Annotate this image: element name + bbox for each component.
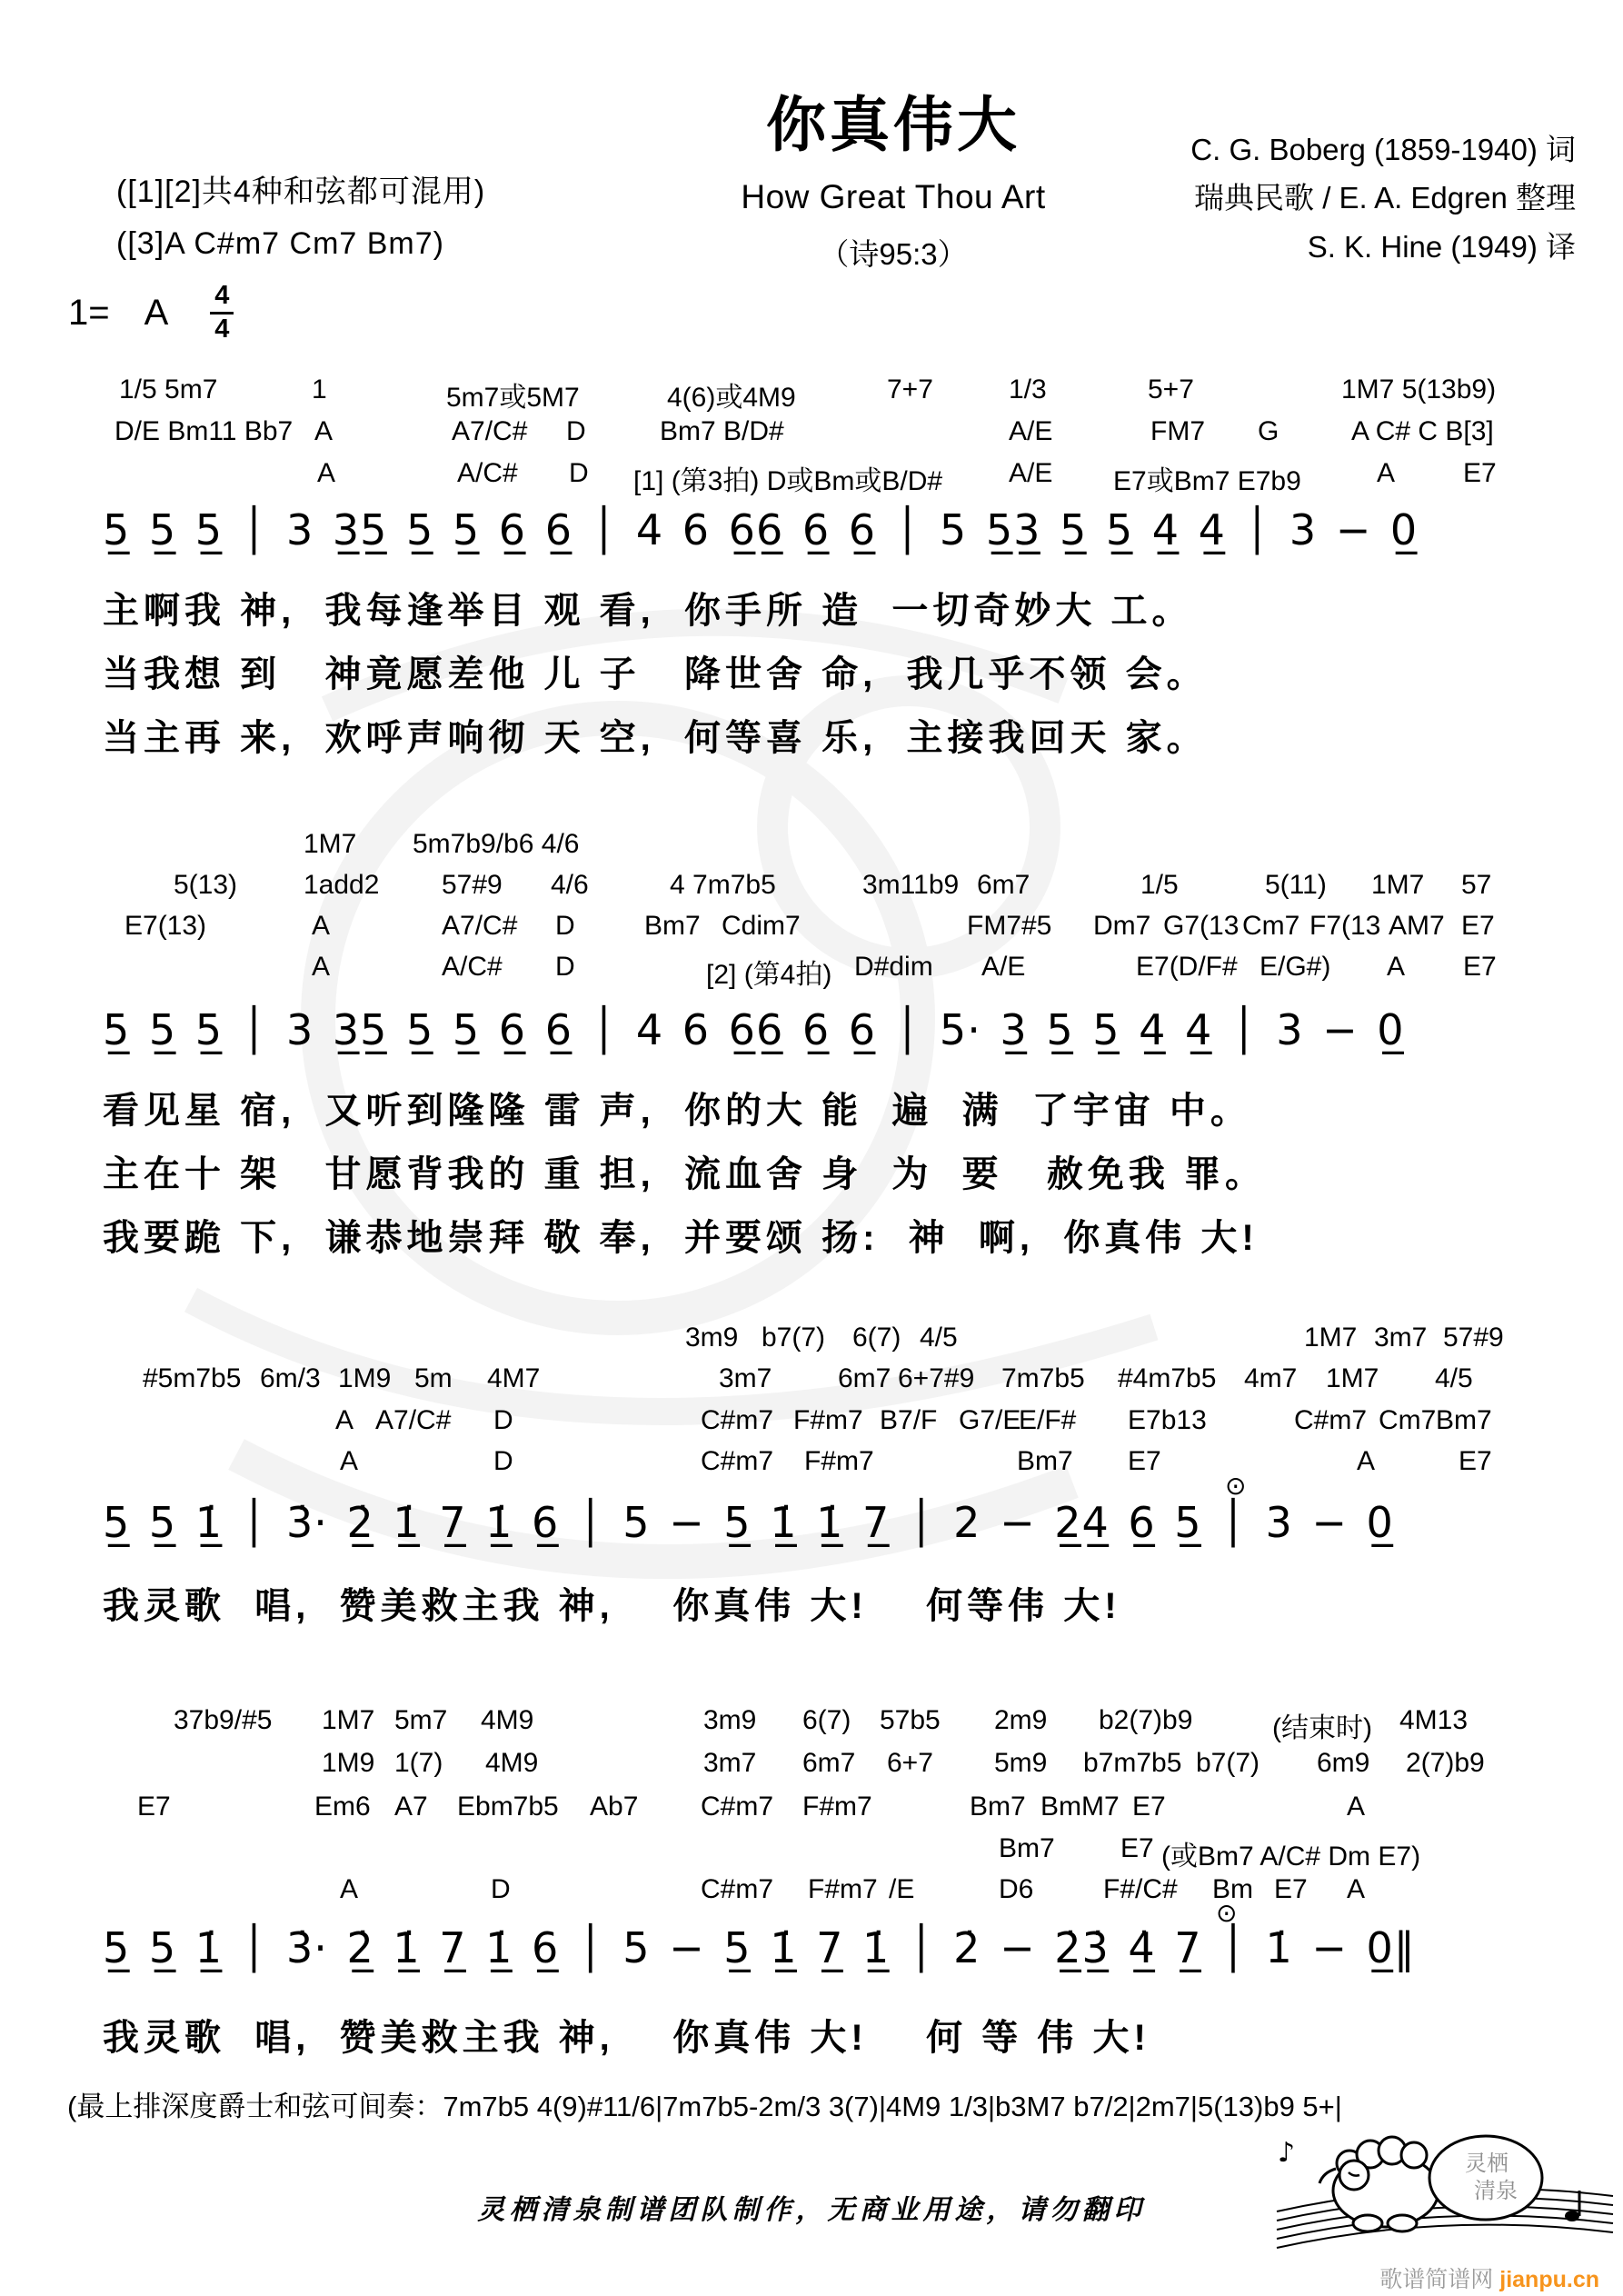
chord-symbol: AM7 <box>1389 911 1445 941</box>
chord-symbol: A <box>1387 952 1406 982</box>
chord-symbol: 4M9 <box>481 1705 534 1735</box>
chord-symbol: 1M7 <box>304 829 357 859</box>
chord-symbol: F#m7 <box>802 1792 872 1822</box>
chord-symbol: D <box>493 1405 513 1435</box>
chord-symbol: b7(7) <box>762 1323 826 1353</box>
chord-symbol: Cm7 <box>1242 911 1300 941</box>
system3-chordline-jazz <box>0 1363 1623 1400</box>
jazz-interlude-note: (最上排深度爵士和弦可间奏：7m7b5 4(9)#11/6|7m7b5-2m/3 3(7)|4M9 1/3|b3M7 b7/2|2m7|5(13)b9 5+| <box>67 2091 1342 2122</box>
chord-symbol: 2(7)b9 <box>1406 1748 1485 1778</box>
chord-symbol: D <box>491 1874 511 1904</box>
system4-chordline-jazz <box>0 1748 1623 1784</box>
song-subtitle: How Great Thou Art <box>741 178 1046 215</box>
publisher-logo <box>1272 2125 1618 2266</box>
chord-symbol: 5(11) <box>1265 870 1327 900</box>
credit-line-arranger: 瑞典民歌 / E. A. Edgren 整理 <box>1194 181 1576 215</box>
chord-symbol: 4/5 <box>920 1323 958 1353</box>
chord-symbol: E7 <box>1132 1792 1166 1822</box>
chord-symbol: A <box>1357 1446 1376 1476</box>
chord-symbol: 6+7#9 <box>898 1363 975 1393</box>
chord-symbol: 1M7 <box>1326 1363 1379 1393</box>
chord-symbol: 5m9 <box>994 1748 1048 1778</box>
chord-symbol: E7(D/F# <box>1136 952 1238 982</box>
song-title: 你真伟大 <box>766 91 1021 158</box>
system1-lyric-verse2: 当我想 到 神竟愿差他 儿 子 降世舍 命, 我几乎不领 会。 <box>103 654 1208 694</box>
chord-symbol: F#m7 <box>804 1446 874 1476</box>
staff-note-icon <box>1565 2191 1579 2221</box>
chord-symbol: D <box>555 911 575 941</box>
chord-symbol: A/E <box>981 952 1026 982</box>
system1-lyric-verse3: 当主再 来, 欢呼声响彻 天 空, 何等喜 乐, 主接我回天 家。 <box>103 718 1208 758</box>
chord-symbol: C#m7 <box>1294 1405 1368 1435</box>
chord-symbol: 6m7 <box>802 1748 856 1778</box>
chord-symbol: 1M7 <box>322 1705 375 1735</box>
system3-chordline-jazz-upper <box>0 1323 1623 1359</box>
chord-symbol: C#m7 <box>701 1446 774 1476</box>
scripture-reference: （诗95:3） <box>819 237 968 271</box>
chord-symbol: A <box>340 1446 359 1476</box>
chord-symbol: F#m7 <box>808 1874 878 1904</box>
chord-hint-1: ([1][2]共4种和弦都可混用) <box>116 175 486 209</box>
chord-symbol: FM7#5 <box>967 911 1052 941</box>
chord-symbol: 57 <box>1461 870 1492 900</box>
key-label: 1= <box>68 292 110 333</box>
chord-symbol: 3m9 <box>703 1705 757 1735</box>
system1-lyric-verse1: 主啊我 神, 我每逢举目 观 看, 你手所 造 一切奇妙大 工。 <box>103 591 1193 631</box>
chord-symbol: E7或Bm7 E7b9 <box>1113 466 1301 496</box>
site-watermark <box>1379 2261 1599 2294</box>
system2-lyric-verse1: 看见星 宿, 又听到隆隆 雷 声, 你的大 能 遍 满 了宇宙 中。 <box>103 1091 1251 1131</box>
system4-chordline-letters-alt2 <box>0 1833 1623 1870</box>
chord-symbol: G7/E <box>959 1405 1021 1435</box>
chord-symbol: A/E <box>1009 416 1053 446</box>
chord-symbol: FM7 <box>1150 416 1205 446</box>
chord-symbol: 5m7 <box>394 1705 448 1735</box>
chord-symbol: 4 7m7b5 <box>670 870 776 900</box>
system2-melody-line: 5̲ 5̲ 5̲ │ 3 3̲5̲ 5̲ 5̲ 6̲ 6̲ │ 4 6 6̲6̲ 6̲ 6̲ │ 5· 3̲ 5̲ 5̲ 4̲ 4̲ │ 3 − 0̲ <box>103 1005 1405 1054</box>
chord-symbol: A <box>1347 1874 1366 1904</box>
chord-symbol: 1add2 <box>304 870 380 900</box>
chord-symbol: 6m9 <box>1317 1748 1370 1778</box>
chord-symbol: 37b9/#5 <box>174 1705 273 1735</box>
chord-symbol: b7(7) <box>1196 1748 1260 1778</box>
chord-symbol: 7m7b5 <box>1001 1363 1085 1393</box>
system1-chordline-letters-main <box>0 458 1623 494</box>
chord-symbol: Bm7 <box>1017 1446 1073 1476</box>
chord-symbol: A7/C# <box>375 1405 452 1435</box>
system4-chordline-jazz-upper <box>0 1705 1623 1742</box>
chord-symbol: 4(6)或4M9 <box>667 383 796 413</box>
chord-symbol: E7b13 <box>1128 1405 1207 1435</box>
chord-symbol: Bm7 <box>1436 1405 1492 1435</box>
chord-symbol: A C# C B[3] <box>1351 416 1494 446</box>
chord-symbol: b7m7b5 <box>1083 1748 1182 1778</box>
chord-symbol: 5+7 <box>1148 374 1194 404</box>
system3-lyric-chorus: 我灵歌 唱, 赞美救主我 神, 你真伟 大! 何等伟 大! <box>103 1586 1121 1626</box>
chord-symbol: [2] (第4拍) <box>706 960 832 990</box>
system4-chordline-letters-main <box>0 1874 1623 1911</box>
system2-chordline-letters-alt <box>0 911 1623 947</box>
system1-chordline-letters-alt <box>0 416 1623 453</box>
chord-symbol: A/C# <box>442 952 503 982</box>
chord-symbol: 57b5 <box>880 1705 941 1735</box>
site-url: jianpu.cn <box>1499 2267 1599 2292</box>
chord-symbol: E7 <box>1461 911 1495 941</box>
chord-symbol: b2(7)b9 <box>1099 1705 1193 1735</box>
chord-symbol: 1/3 <box>1009 374 1047 404</box>
chord-symbol: A <box>314 416 334 446</box>
chord-symbol: 1(7) <box>394 1748 443 1778</box>
chord-symbol: A <box>335 1405 354 1435</box>
title-block <box>666 91 1120 274</box>
chord-symbol: E/G#) <box>1260 952 1331 982</box>
system4-chordline-letters-alt <box>0 1792 1623 1828</box>
chord-symbol: Cdim7 <box>722 911 801 941</box>
chord-symbol: B7/F <box>880 1405 938 1435</box>
chord-symbol: C#m7 <box>701 1405 774 1435</box>
chord-symbol: 1M9 <box>322 1748 375 1778</box>
chord-symbol: 1 <box>312 374 327 404</box>
credits-block <box>1190 125 1576 271</box>
system3-chordline-letters-main <box>0 1446 1623 1482</box>
time-numerator: 4 <box>210 282 234 314</box>
chord-symbol: 3m7 <box>703 1748 757 1778</box>
chord-symbol: 6(7) <box>802 1705 851 1735</box>
chord-symbol: A7/C# <box>452 416 528 446</box>
chord-symbol: Bm7 B/D# <box>660 416 784 446</box>
chord-symbol: 7+7 <box>887 374 933 404</box>
chord-symbol: 6+7 <box>887 1748 933 1778</box>
chord-symbol: A <box>312 952 331 982</box>
chord-symbol: [1] (第3拍) D或Bm或B/D# <box>633 466 943 496</box>
chord-symbol: 3m9 <box>685 1323 739 1353</box>
chord-symbol: G <box>1258 416 1279 446</box>
chord-symbol: E7 <box>1459 1446 1492 1476</box>
chord-symbol: 57#9 <box>442 870 503 900</box>
chord-symbol: A <box>1377 458 1396 488</box>
chord-symbol: D <box>566 416 586 446</box>
system2-chordline-jazz-upper <box>0 829 1623 865</box>
chord-symbol: E/F# <box>1019 1405 1077 1435</box>
chord-symbol: 3m7 <box>719 1363 772 1393</box>
chord-symbol: E7 <box>137 1792 171 1822</box>
chord-symbol: #5m7b5 <box>143 1363 242 1393</box>
chord-symbol: 6m/3 <box>260 1363 321 1393</box>
fermata-icon: ⊙ <box>1216 1899 1238 1927</box>
time-denominator: 4 <box>214 314 230 344</box>
chord-symbol: 1M7 <box>1304 1323 1358 1353</box>
chord-symbol: F#/C# <box>1103 1874 1178 1904</box>
site-name: 歌谱简谱网 <box>1379 2267 1494 2292</box>
chord-symbol: 4M9 <box>485 1748 539 1778</box>
system1-melody-line: 5̲ 5̲ 5̲ │ 3 3̲5̲ 5̲ 5̲ 6̲ 6̲ │ 4 6 6̲6̲ 6̲ 6̲ │ 5 5̲3̲ 5̲ 5̲ 4̲ 4̲ │ 3 − 0̲ <box>103 505 1419 554</box>
chord-symbol: 6(7) <box>852 1323 901 1353</box>
chord-symbol: F#m7 <box>793 1405 863 1435</box>
production-credit: 灵栖清泉制谱团队制作，无商业用途，请勿翻印 <box>477 2194 1146 2226</box>
chord-symbol: Bm <box>1212 1874 1253 1904</box>
chord-hint-2: ([3]A C#m7 Cm7 Bm7) <box>116 226 444 261</box>
chord-symbol: 1M9 <box>338 1363 392 1393</box>
chord-symbol: A <box>317 458 336 488</box>
chord-symbol: A <box>312 911 331 941</box>
chord-symbol: (结束时) <box>1272 1713 1372 1743</box>
chord-symbol: 1M7 5(13b9) <box>1341 374 1497 404</box>
chord-symbol: A/C# <box>457 458 518 488</box>
chord-symbol: /E <box>889 1874 915 1904</box>
chord-symbol: D <box>555 952 575 982</box>
chord-symbol: D/E Bm11 Bb7 <box>115 416 294 446</box>
chord-symbol: 6m7 <box>838 1363 891 1393</box>
chord-symbol: 6m7 <box>977 870 1031 900</box>
key-value: A <box>144 292 169 333</box>
chord-symbol: 4/6 <box>551 870 589 900</box>
chord-symbol: A/E <box>1009 458 1053 488</box>
chord-symbol: F7(13 <box>1309 911 1381 941</box>
key-signature <box>68 282 234 344</box>
chord-symbol: 1M7 <box>1371 870 1425 900</box>
chord-symbol: #4m7b5 <box>1118 1363 1217 1393</box>
chord-symbol: Ebm7b5 <box>457 1792 559 1822</box>
credit-line-lyricist: C. G. Boberg (1859-1940) 词 <box>1190 133 1576 166</box>
chord-symbol: C#m7 <box>701 1874 774 1904</box>
chord-symbol: 5(13) <box>174 870 238 900</box>
logo-text-bottom: 清泉 <box>1474 2179 1518 2203</box>
chord-symbol: 1/5 <box>1140 870 1179 900</box>
system2-lyric-verse2: 主在十 架 甘愿背我的 重 担, 流血舍 身 为 要 赦免我 罪。 <box>103 1154 1267 1194</box>
system4-melody-line: 5̲ 5̲ 1̲̇ │ 3̇· 2̲̇ 1̲̇ 7̲ 1̲̇ 6̲ │ 5 − 5̲ 1̲̇ 7̲ 1̲̇ │ 2̇ − 2̲̇3̲̇ 4̲̇ 7̲ │ 1̇ − 0̲‖ <box>103 1923 1416 1972</box>
logo-text-top: 灵栖 <box>1465 2151 1508 2176</box>
chord-symbol: E7 <box>1274 1874 1308 1904</box>
fermata-icon: ⊙ <box>1225 1472 1247 1500</box>
chord-symbol: 5m7或5M7 <box>446 383 580 413</box>
chord-symbol: 4/5 <box>1435 1363 1473 1393</box>
system4-lyric-chorus: 我灵歌 唱, 赞美救主我 神, 你真伟 大! 何 等 伟 大! <box>103 2018 1150 2058</box>
chord-symbol: A7/C# <box>442 911 518 941</box>
chord-symbol: D#dim <box>854 952 933 982</box>
chord-symbol: (或Bm7 A/C# Dm E7) <box>1161 1842 1421 1872</box>
chord-symbol: Bm7 <box>999 1833 1055 1863</box>
chord-symbol: 2m9 <box>994 1705 1048 1735</box>
chord-symbol: A <box>340 1874 359 1904</box>
chord-symbol: A7 <box>394 1792 428 1822</box>
chord-symbol: Ab7 <box>590 1792 639 1822</box>
chord-symbol: 4m7 <box>1244 1363 1298 1393</box>
system2-lyric-verse3: 我要跪 下, 谦恭地崇拜 敬 奉, 并要颂 扬: 神 啊, 你真伟 大! <box>103 1218 1259 1258</box>
system1-chordline-jazz <box>0 374 1623 411</box>
chord-symbol: Em6 <box>314 1792 371 1822</box>
chord-symbol: A <box>1347 1792 1366 1822</box>
chord-symbol: Dm7 <box>1093 911 1151 941</box>
chord-symbol: G7(13 <box>1163 911 1240 941</box>
chord-symbol: E7(13) <box>124 911 207 941</box>
credit-line-translator: S. K. Hine (1949) 译 <box>1307 229 1576 264</box>
chord-symbol: Bm7 <box>970 1792 1026 1822</box>
chord-symbol: D6 <box>999 1874 1034 1904</box>
music-note-icon: ♪ <box>1278 2137 1296 2169</box>
system3-chordline-letters-alt <box>0 1405 1623 1442</box>
chord-symbol: D <box>569 458 589 488</box>
chord-symbol: BmM7 <box>1041 1792 1120 1822</box>
chord-symbol: D <box>493 1446 513 1476</box>
chord-symbol: 5m7b9/b6 4/6 <box>413 829 580 859</box>
chord-symbol: 1/5 5m7 <box>119 374 218 404</box>
chord-symbol: 4M7 <box>487 1363 541 1393</box>
chord-symbol: 5m <box>414 1363 453 1393</box>
system3-melody-line: 5̲ 5̲ 1̲̇ │ 3̇· 2̲̇ 1̲̇ 7̲ 1̲̇ 6̲ │ 5 − 5̲ 1̲̇ 1̲̇ 7̲ │ 2 − 2̲4̲ 6̲ 5̲ │ 3 − 0̲ <box>103 1498 1394 1547</box>
chord-symbol: E7 <box>1120 1833 1154 1863</box>
chord-symbol: E7 <box>1463 458 1497 488</box>
chord-symbol: E7 <box>1128 1446 1161 1476</box>
chord-symbol: Cm7 <box>1379 1405 1437 1435</box>
chord-symbol: E7 <box>1463 952 1497 982</box>
chord-symbol: Bm7 <box>644 911 701 941</box>
system2-chordline-letters-main <box>0 952 1623 988</box>
chord-symbol: 4M13 <box>1399 1705 1469 1735</box>
chord-symbol: C#m7 <box>701 1792 774 1822</box>
system2-chordline-jazz <box>0 870 1623 906</box>
chord-symbol: 3m11b9 <box>862 870 960 900</box>
chord-symbol: 3m7 <box>1374 1323 1428 1353</box>
time-signature <box>210 282 234 344</box>
chord-symbol: 57#9 <box>1443 1323 1504 1353</box>
